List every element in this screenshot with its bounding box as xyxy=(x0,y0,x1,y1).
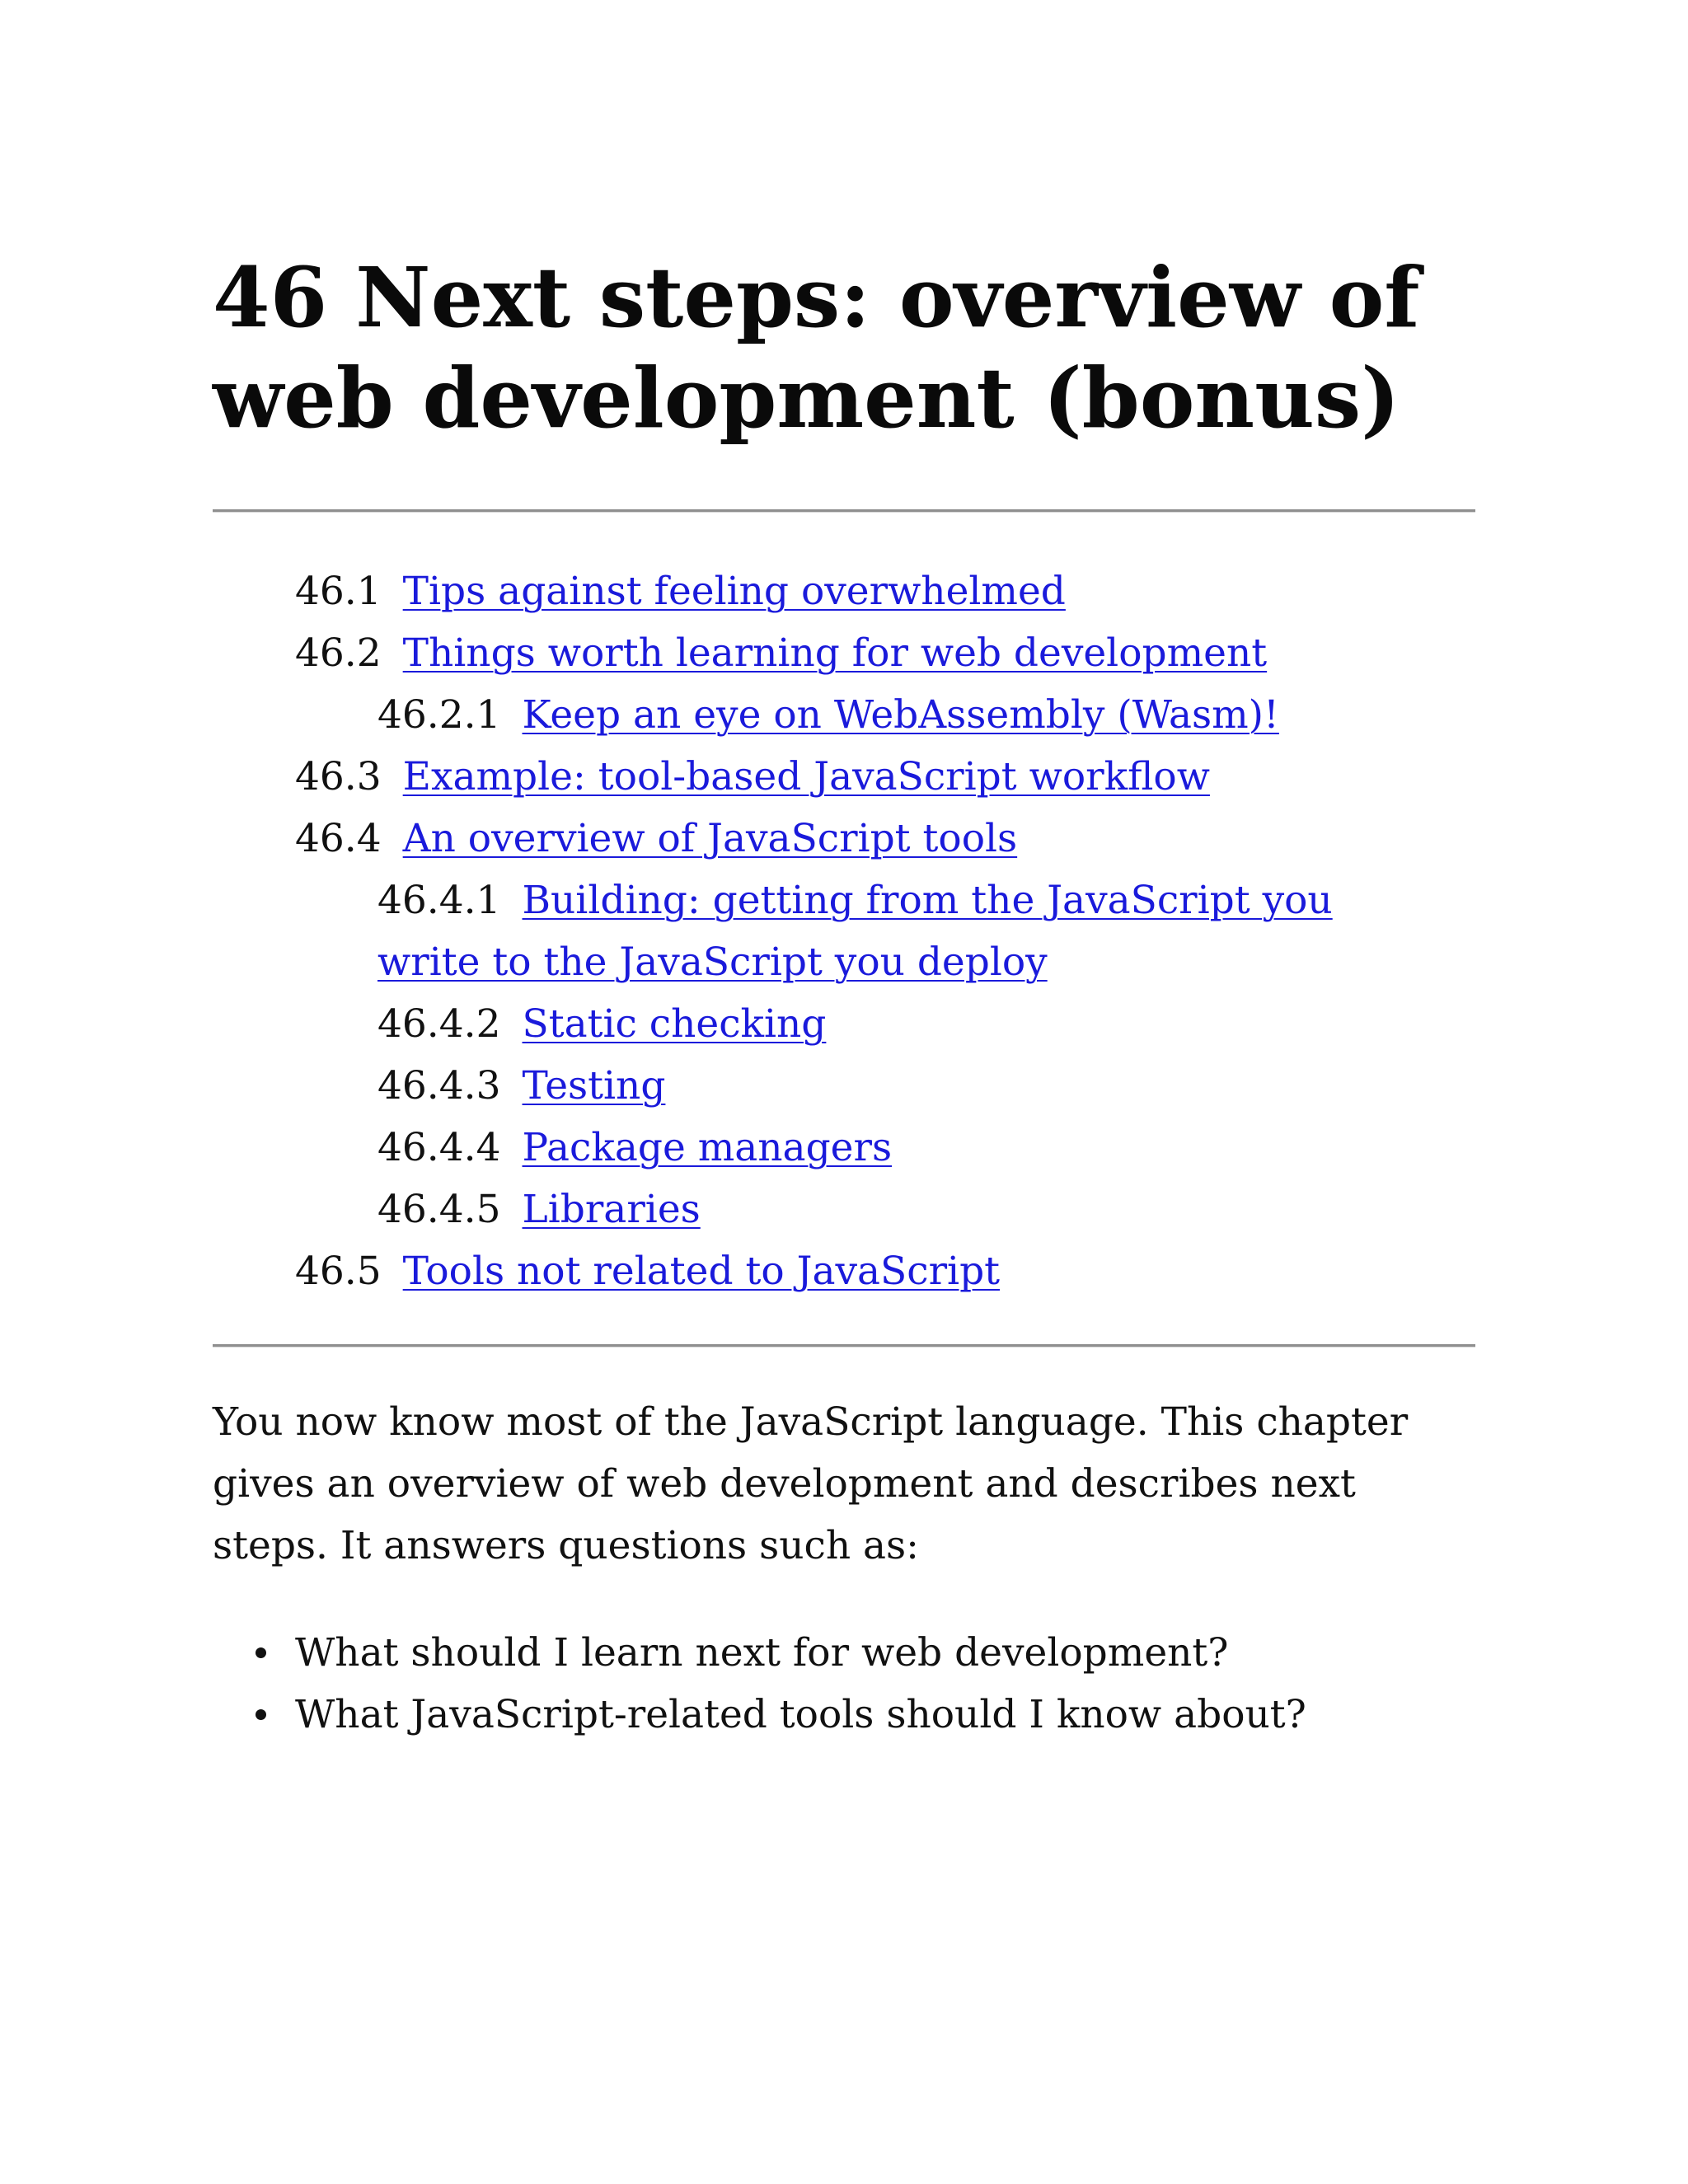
toc-item xyxy=(213,1117,1475,1179)
toc-item xyxy=(213,560,1475,622)
toc-number: 46.5 xyxy=(295,1249,382,1294)
toc-link-things-worth-learning[interactable]: Things worth learning for web development xyxy=(402,630,1268,676)
toc-number: 46.2 xyxy=(295,630,382,676)
toc-item xyxy=(213,808,1475,869)
list-item xyxy=(213,1622,1475,1684)
chapter-title xyxy=(213,247,1475,448)
toc-item xyxy=(213,993,1475,1055)
toc-number: 46.2.1 xyxy=(377,692,501,738)
toc-link-webassembly[interactable]: Keep an eye on WebAssembly (Wasm)! xyxy=(522,692,1279,738)
toc-item xyxy=(213,622,1475,684)
toc-item xyxy=(213,684,1475,746)
toc-number: 46.4 xyxy=(295,816,382,861)
chapter-title-line2: web development (bonus) xyxy=(213,349,1400,447)
list-item xyxy=(213,1684,1475,1746)
toc-link-overview-tools[interactable]: An overview of JavaScript tools xyxy=(402,816,1018,861)
toc-link-example-workflow[interactable]: Example: tool-based JavaScript workflow xyxy=(402,754,1210,799)
toc-number: 46.4.5 xyxy=(377,1187,501,1232)
table-of-contents xyxy=(213,560,1475,1302)
toc-link-building[interactable]: Building: getting from the JavaScript you write to the JavaScript you deploy xyxy=(377,878,1333,985)
chapter-title-line1: Next steps: overview of xyxy=(355,249,1420,346)
toc-link-libraries[interactable]: Libraries xyxy=(522,1187,701,1232)
toc-number: 46.4.2 xyxy=(377,1001,501,1047)
divider-top xyxy=(213,509,1475,513)
toc-number: 46.4.3 xyxy=(377,1063,501,1108)
toc-link-testing[interactable]: Testing xyxy=(522,1063,666,1108)
toc-link-tools-not-js[interactable]: Tools not related to JavaScript xyxy=(402,1249,1001,1294)
toc-link-package-managers[interactable]: Package managers xyxy=(522,1125,893,1170)
toc-link-static-checking[interactable]: Static checking xyxy=(522,1001,827,1047)
toc-link-tips[interactable]: Tips against feeling overwhelmed xyxy=(402,569,1066,614)
questions-list xyxy=(213,1622,1475,1746)
toc-number: 46.4.1 xyxy=(377,878,501,923)
question-text: What should I learn next for web development? xyxy=(295,1630,1229,1675)
toc-item xyxy=(213,869,1432,993)
toc-item xyxy=(213,1055,1475,1117)
chapter-number: 46 xyxy=(213,249,328,346)
toc-item xyxy=(213,746,1475,808)
toc-number: 46.3 xyxy=(295,754,382,799)
toc-item xyxy=(213,1179,1475,1240)
toc-item xyxy=(213,1240,1475,1302)
question-text: What JavaScript-related tools should I know about? xyxy=(295,1692,1306,1737)
toc-number: 46.1 xyxy=(295,569,382,614)
divider-bottom xyxy=(213,1344,1475,1347)
toc-number: 46.4.4 xyxy=(377,1125,501,1170)
bullet-icon xyxy=(256,1647,266,1658)
intro-paragraph: You now know most of the JavaScript language. This chapter gives an overview of web development and describes next steps. It answers questions such as: xyxy=(213,1399,1409,1568)
bullet-icon xyxy=(256,1709,266,1720)
